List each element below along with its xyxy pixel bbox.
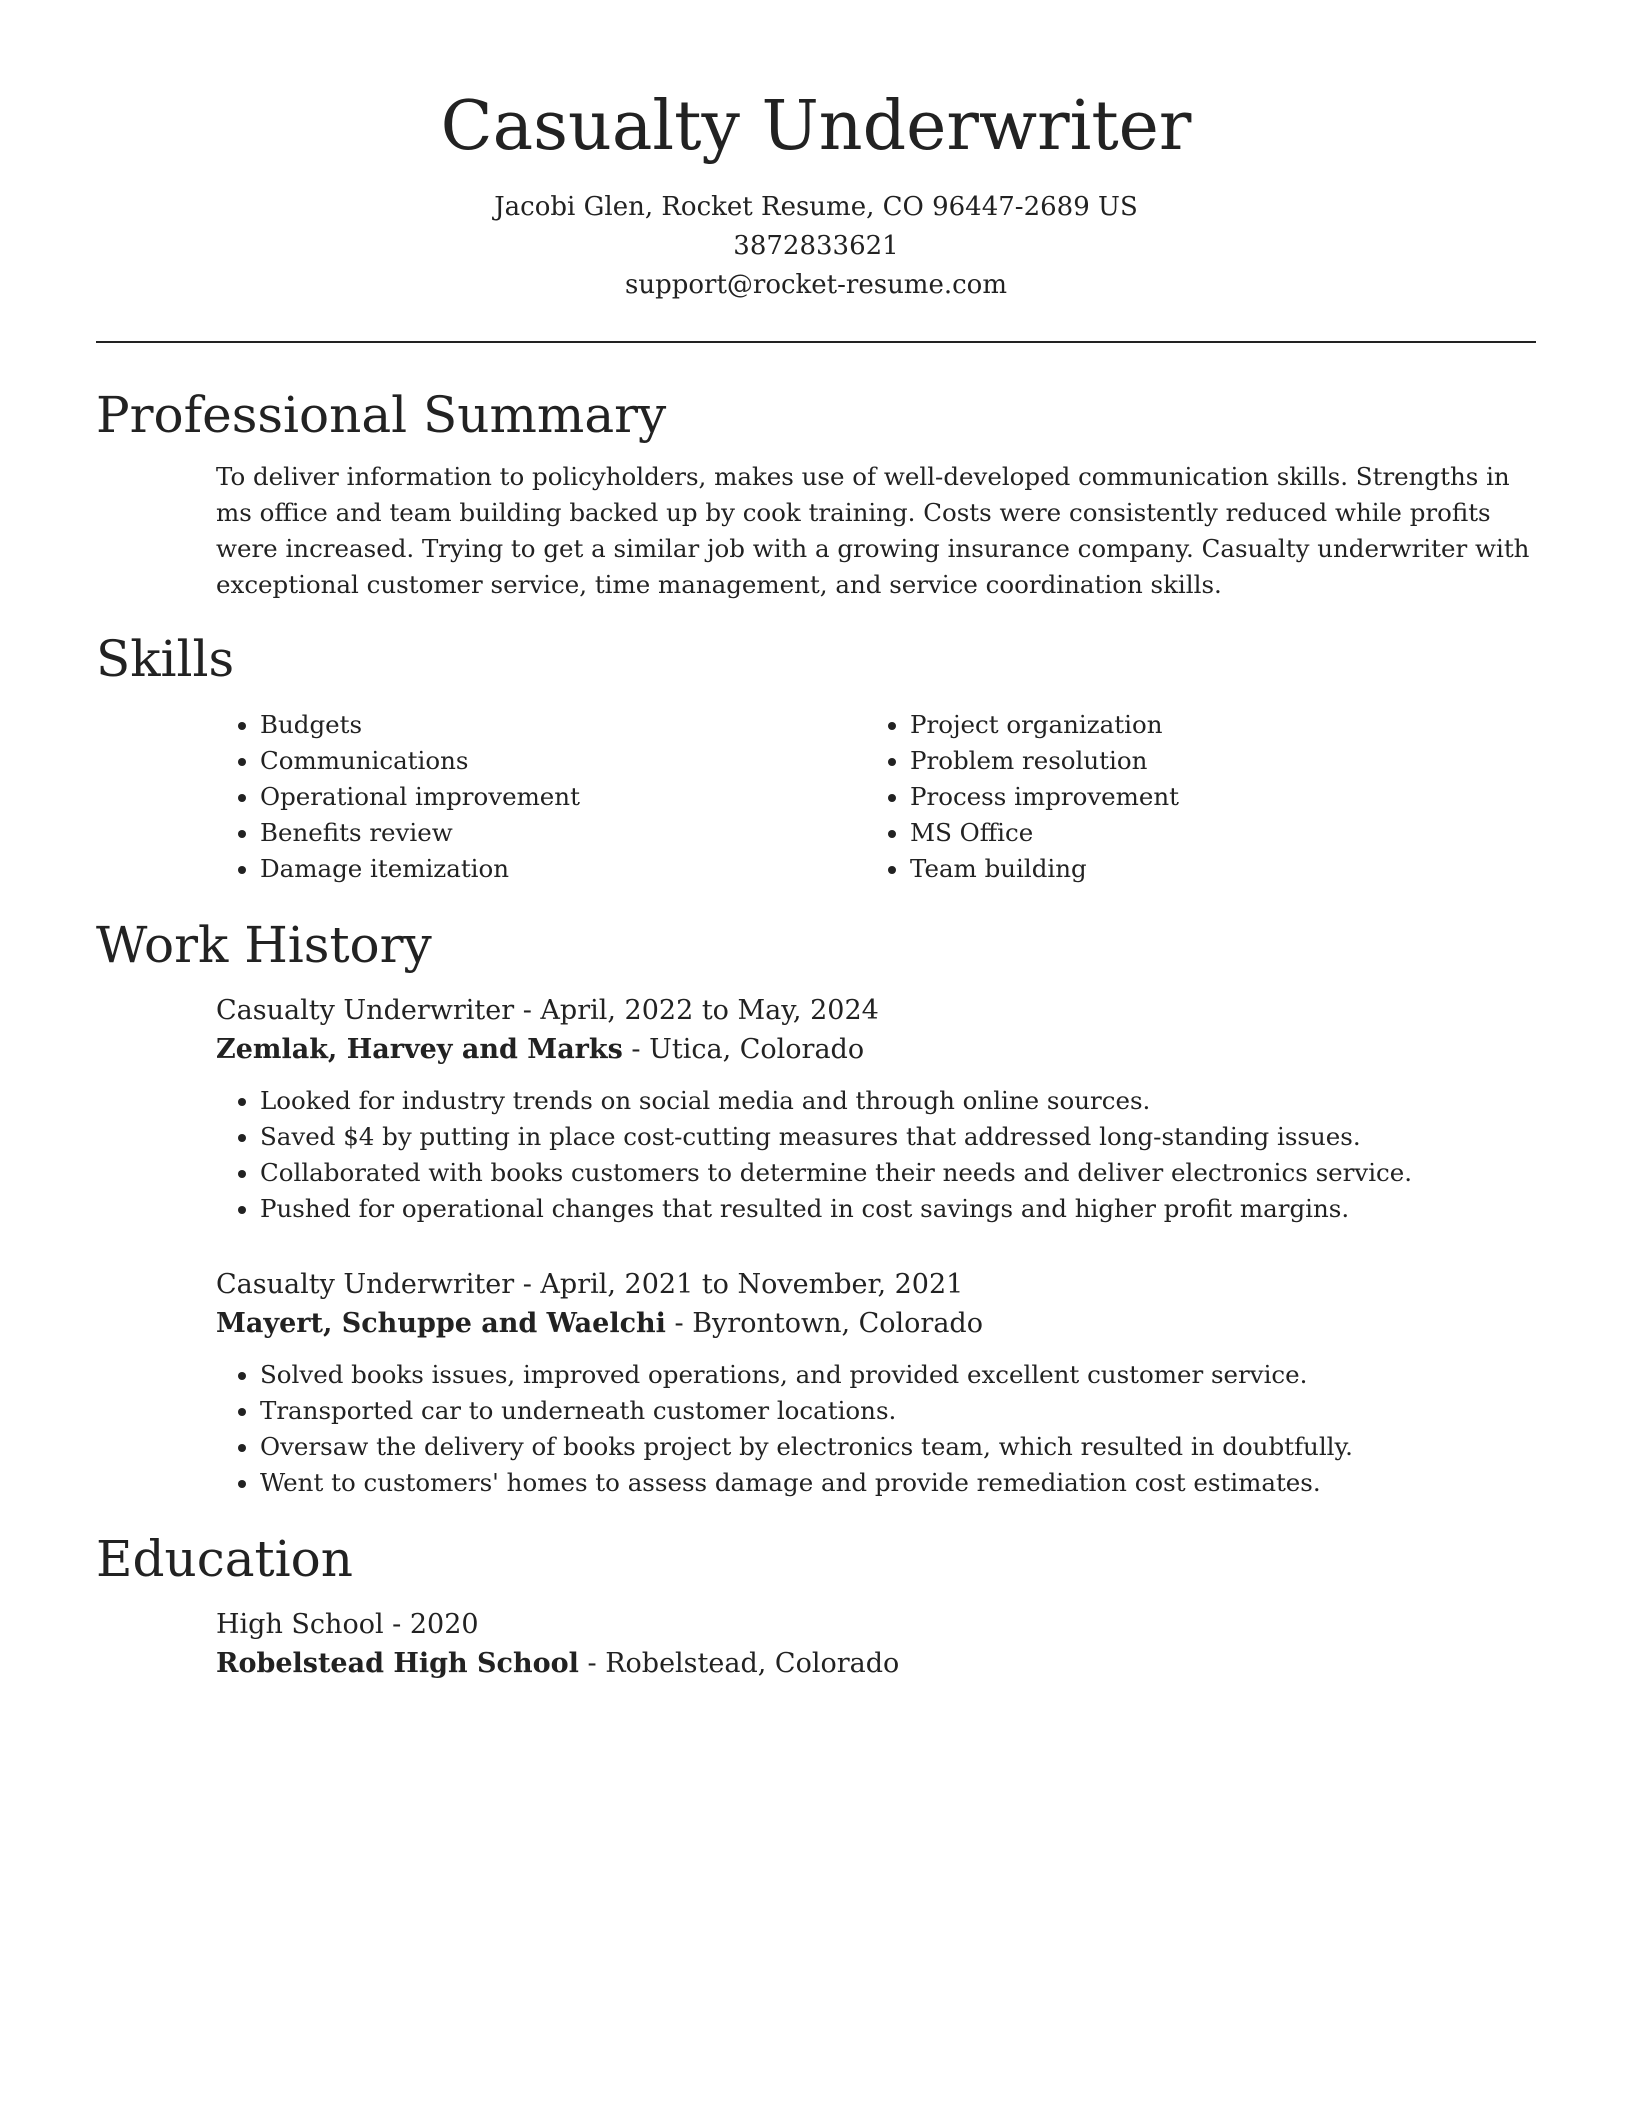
contact-address: Jacobi Glen, Rocket Resume, CO 96447-2689 US bbox=[494, 192, 1138, 222]
education-section bbox=[96, 1605, 1536, 1683]
skill-item: • Damage itemization bbox=[260, 851, 866, 887]
summary-section bbox=[96, 459, 1536, 603]
education-degree: High School bbox=[216, 1609, 384, 1640]
education-year: - 2020 bbox=[383, 1609, 479, 1640]
skill-item: • Team building bbox=[910, 851, 1516, 887]
job-dates: - April, 2022 to May, 2024 bbox=[514, 995, 879, 1026]
education-heading: Education bbox=[96, 1530, 353, 1588]
job-company-line bbox=[216, 1304, 1536, 1343]
summary-text: To deliver information to policyholders, makes use of well-developed communication skills. Strengths in ms office and team building backed up by cook training. Costs were consistently reduced while profits were increased. Trying to get a similar job with a growing insurance company. Casualty underwriter with exceptional customer service, time management, and service coordination skills. bbox=[216, 462, 1530, 599]
skill-item: • MS Office bbox=[910, 815, 1516, 851]
skills-columns bbox=[216, 707, 1536, 887]
job-title-line bbox=[216, 991, 1536, 1030]
job-entry bbox=[216, 991, 1536, 1227]
education-school-line bbox=[216, 1644, 1536, 1683]
job-company: Zemlak, Harvey and Marks bbox=[216, 1034, 623, 1065]
skill-item: • Problem resolution bbox=[910, 743, 1516, 779]
header-divider bbox=[96, 341, 1536, 343]
skill-item: • Operational improvement bbox=[260, 779, 866, 815]
skill-item: • Process improvement bbox=[910, 779, 1516, 815]
skills-list-left bbox=[216, 707, 866, 887]
skill-item: • Budgets bbox=[260, 707, 866, 743]
job-position: Casualty Underwriter bbox=[216, 1269, 515, 1300]
job-title-line bbox=[216, 1265, 1536, 1304]
skills-section bbox=[96, 707, 1536, 887]
education-school: Robelstead High School bbox=[216, 1648, 579, 1679]
job-bullet: • Looked for industry trends on social media and through online sources. bbox=[260, 1083, 1536, 1119]
job-company-line bbox=[216, 1030, 1536, 1069]
resume-title: Casualty Underwriter bbox=[440, 87, 1192, 166]
job-bullet: • Collaborated with books customers to determine their needs and deliver electronics service. bbox=[260, 1155, 1536, 1191]
job-location: - Byrontown, Colorado bbox=[665, 1308, 983, 1339]
education-degree-line bbox=[216, 1605, 1536, 1644]
skill-item: • Communications bbox=[260, 743, 866, 779]
skill-item: • Project organization bbox=[910, 707, 1516, 743]
job-company: Mayert, Schuppe and Waelchi bbox=[216, 1308, 666, 1339]
job-entry bbox=[216, 1265, 1536, 1501]
contact-info bbox=[96, 188, 1536, 305]
job-bullet: • Solved books issues, improved operations, and provided excellent customer service. bbox=[260, 1357, 1536, 1393]
job-bullet: • Pushed for operational changes that resulted in cost savings and higher profit margins. bbox=[260, 1191, 1536, 1227]
job-bullet: • Transported car to underneath customer locations. bbox=[260, 1393, 1536, 1429]
skills-heading: Skills bbox=[96, 630, 235, 688]
summary-heading: Professional Summary bbox=[96, 386, 667, 444]
contact-email: support@rocket-resume.com bbox=[624, 270, 1007, 300]
contact-phone: 3872833621 bbox=[733, 231, 899, 261]
job-bullet: • Oversaw the delivery of books project by electronics team, which resulted in doubtfully. bbox=[260, 1429, 1536, 1465]
work-history-section bbox=[96, 991, 1536, 1501]
skills-list-right bbox=[866, 707, 1516, 887]
education-location: - Robelstead, Colorado bbox=[578, 1648, 900, 1679]
job-bullet: • Went to customers' homes to assess damage and provide remediation cost estimates. bbox=[260, 1465, 1536, 1501]
job-bullets bbox=[216, 1083, 1536, 1227]
work-history-heading: Work History bbox=[96, 916, 432, 974]
job-position: Casualty Underwriter bbox=[216, 995, 515, 1026]
skill-item: • Benefits review bbox=[260, 815, 866, 851]
job-location: - Utica, Colorado bbox=[622, 1034, 865, 1065]
resume-header bbox=[96, 0, 1536, 305]
job-bullet: • Saved $4 by putting in place cost-cutting measures that addressed long-standing issues. bbox=[260, 1119, 1536, 1155]
job-dates: - April, 2021 to November, 2021 bbox=[514, 1269, 964, 1300]
job-bullets bbox=[216, 1357, 1536, 1501]
